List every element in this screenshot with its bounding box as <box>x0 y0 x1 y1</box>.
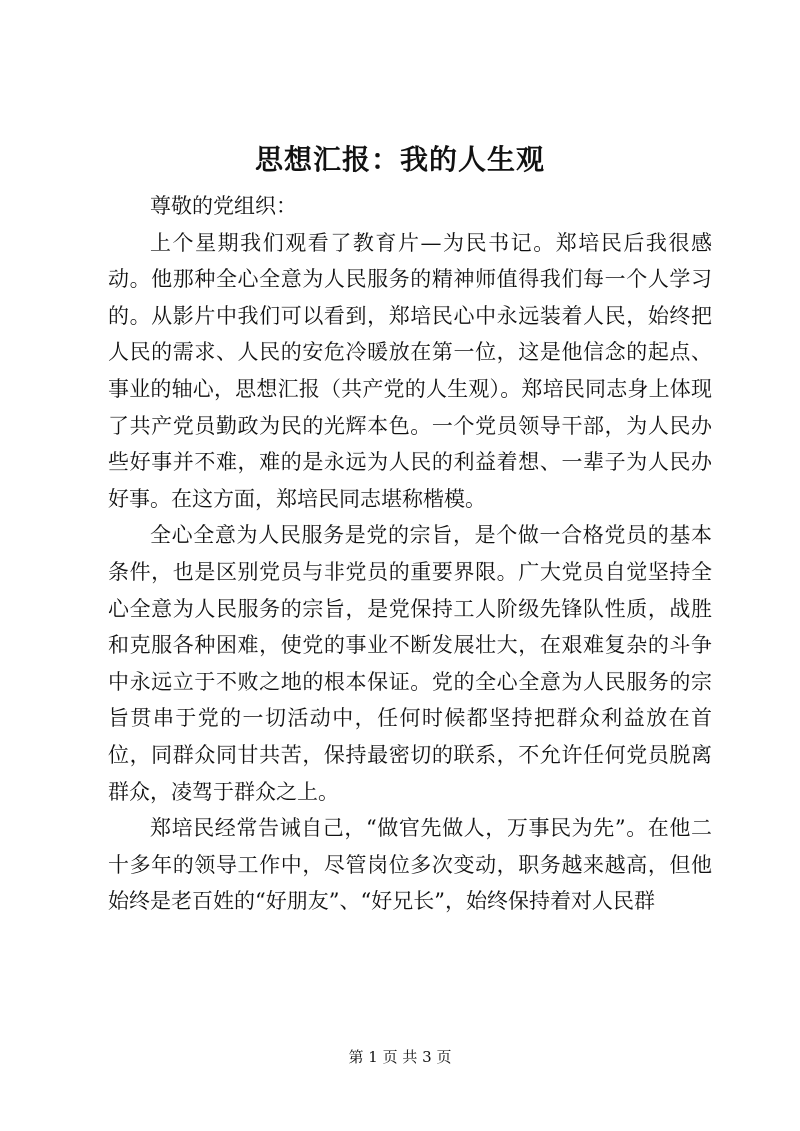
salutation: 尊敬的党组织： <box>150 194 297 218</box>
document-body <box>108 188 712 920</box>
paragraph-1: 上个星期我们观看了教育片—为民书记。郑培民后我很感动。他那种全心全意为人民服务的精神师值得我们每一个人学习的。从影片中我们可以看到，郑培民心中永远装着人民，始终把人民的需求、人民的安危冷暖放在第一位，这是他信念的起点、事业的轴心，思想汇报（共产党的人生观）。郑培民同志身上体现了共产党员勤政为民的光辉本色。一个党员领导干部，为人民办些好事并不难，难的是永远为人民的利益着想、一辈子为人民办好事。在这方面，郑培民同志堪称楷模。 <box>108 230 712 511</box>
paragraph-2: 全心全意为人民服务是党的宗旨，是个做一合格党员的基本条件，也是区别党员与非党员的重要界限。广大党员自觉坚持全心全意为人民服务的宗旨，是党保持工人阶级先锋队性质，战胜和克服各种困难，使党的事业不断发展壮大，在艰难复杂的斗争中永远立于不败之地的根本保证。党的全心全意为人民服务的宗旨贯串于党的一切活动中，任何时候都坚持把群众利益放在首位，同群众同甘共苦，保持最密切的联系，不允许任何党员脱离群众，凌驾于群众之上。 <box>108 523 712 804</box>
page-footer: 第 1 页 共 3 页 <box>348 1048 452 1066</box>
document-title: 思想汇报：我的人生观 <box>254 143 545 176</box>
paragraph-3: 郑培民经常告诫自己，“做官先做人，万事民为先”。在他二十多年的领导工作中，尽管岗位多次变动，职务越来越高，但他始终是老百姓的“好朋友”、“好兄长”，始终保持着对人民群 <box>108 816 712 914</box>
